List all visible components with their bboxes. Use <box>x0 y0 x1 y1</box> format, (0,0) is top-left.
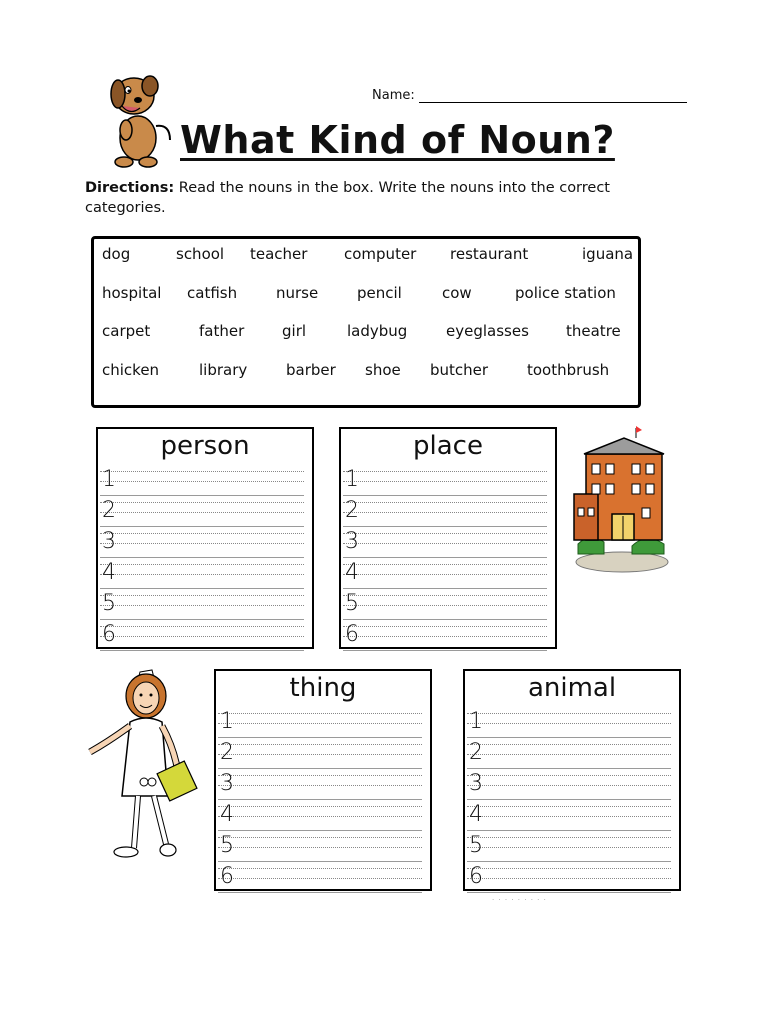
category-thing-box <box>214 669 432 891</box>
answer-line[interactable] <box>100 558 304 589</box>
answer-line[interactable] <box>343 620 547 651</box>
answer-line[interactable] <box>218 800 422 831</box>
answer-line[interactable] <box>343 558 547 589</box>
word-item: police station <box>515 284 616 302</box>
category-animal-box <box>463 669 681 891</box>
line-number: 5 <box>102 591 116 616</box>
answer-line[interactable] <box>218 769 422 800</box>
word-item: nurse <box>276 284 319 302</box>
word-item: restaurant <box>450 245 529 263</box>
answer-line[interactable] <box>467 831 671 862</box>
word-item: ladybug <box>347 322 408 340</box>
word-item: library <box>199 361 248 379</box>
word-item: cow <box>442 284 472 302</box>
word-item: iguana <box>582 245 634 263</box>
answer-line[interactable] <box>218 707 422 738</box>
line-number: 1 <box>345 467 359 492</box>
directions <box>85 178 645 218</box>
line-number: 1 <box>102 467 116 492</box>
word-item: carpet <box>102 322 151 340</box>
answer-line[interactable] <box>343 589 547 620</box>
answer-line[interactable] <box>100 465 304 496</box>
line-number: 2 <box>469 740 483 765</box>
line-number: 6 <box>220 864 234 889</box>
answer-line[interactable] <box>467 862 671 893</box>
word-item: eyeglasses <box>446 322 529 340</box>
name-underline <box>419 88 687 103</box>
word-bank-box <box>91 236 641 408</box>
answer-line[interactable] <box>218 831 422 862</box>
category-title: animal <box>527 673 617 703</box>
line-number: 6 <box>102 622 116 647</box>
word-item: computer <box>344 245 417 263</box>
category-title: thing <box>289 673 357 703</box>
line-number: 4 <box>220 802 234 827</box>
line-number: 2 <box>345 498 359 523</box>
category-title: place <box>413 431 483 461</box>
answer-line[interactable] <box>467 800 671 831</box>
word-item: chicken <box>102 361 160 379</box>
answer-line[interactable] <box>467 769 671 800</box>
answer-line[interactable] <box>467 707 671 738</box>
directions-label: Directions: <box>85 180 175 196</box>
school-building-illustration <box>570 424 672 574</box>
answer-line[interactable] <box>100 496 304 527</box>
word-item: catfish <box>187 284 238 302</box>
line-number: 5 <box>345 591 359 616</box>
line-number: 4 <box>102 560 116 585</box>
line-number: 3 <box>345 529 359 554</box>
name-label: Name: <box>372 88 415 103</box>
line-number: 2 <box>102 498 116 523</box>
line-number: 5 <box>469 833 483 858</box>
line-number: 2 <box>220 740 234 765</box>
line-number: 1 <box>469 709 483 734</box>
word-item: toothbrush <box>527 361 610 379</box>
word-item: pencil <box>357 284 402 302</box>
answer-line[interactable] <box>343 527 547 558</box>
nurse-illustration <box>82 664 200 864</box>
word-item: dog <box>102 245 131 263</box>
answer-line[interactable] <box>467 738 671 769</box>
answer-line[interactable] <box>343 496 547 527</box>
dog-illustration <box>104 66 176 170</box>
word-item: shoe <box>365 361 401 379</box>
answer-line[interactable] <box>218 862 422 893</box>
answer-line[interactable] <box>100 527 304 558</box>
category-person-box <box>96 427 314 649</box>
line-number: 6 <box>345 622 359 647</box>
category-place-box <box>339 427 557 649</box>
name-field[interactable] <box>372 88 687 103</box>
word-item: teacher <box>250 245 308 263</box>
line-number: 1 <box>220 709 234 734</box>
credit-mark: · · · · · · · · · <box>492 896 547 904</box>
line-number: 3 <box>220 771 234 796</box>
line-number: 6 <box>469 864 483 889</box>
word-item: butcher <box>430 361 489 379</box>
answer-line[interactable] <box>218 738 422 769</box>
word-item: father <box>199 322 245 340</box>
word-item: school <box>176 245 225 263</box>
line-number: 3 <box>102 529 116 554</box>
word-item: girl <box>282 322 307 340</box>
line-number: 5 <box>220 833 234 858</box>
word-item: theatre <box>566 322 621 340</box>
answer-line[interactable] <box>343 465 547 496</box>
answer-line[interactable] <box>100 589 304 620</box>
line-number: 4 <box>345 560 359 585</box>
category-title: person <box>160 431 250 461</box>
line-number: 4 <box>469 802 483 827</box>
word-item: barber <box>286 361 336 379</box>
directions-text: Read the nouns in the box. Write the nouns into the correct categories. <box>85 180 610 216</box>
line-number: 3 <box>469 771 483 796</box>
answer-line[interactable] <box>100 620 304 651</box>
word-item: hospital <box>102 284 162 302</box>
page-title: What Kind of Noun? <box>180 118 615 162</box>
